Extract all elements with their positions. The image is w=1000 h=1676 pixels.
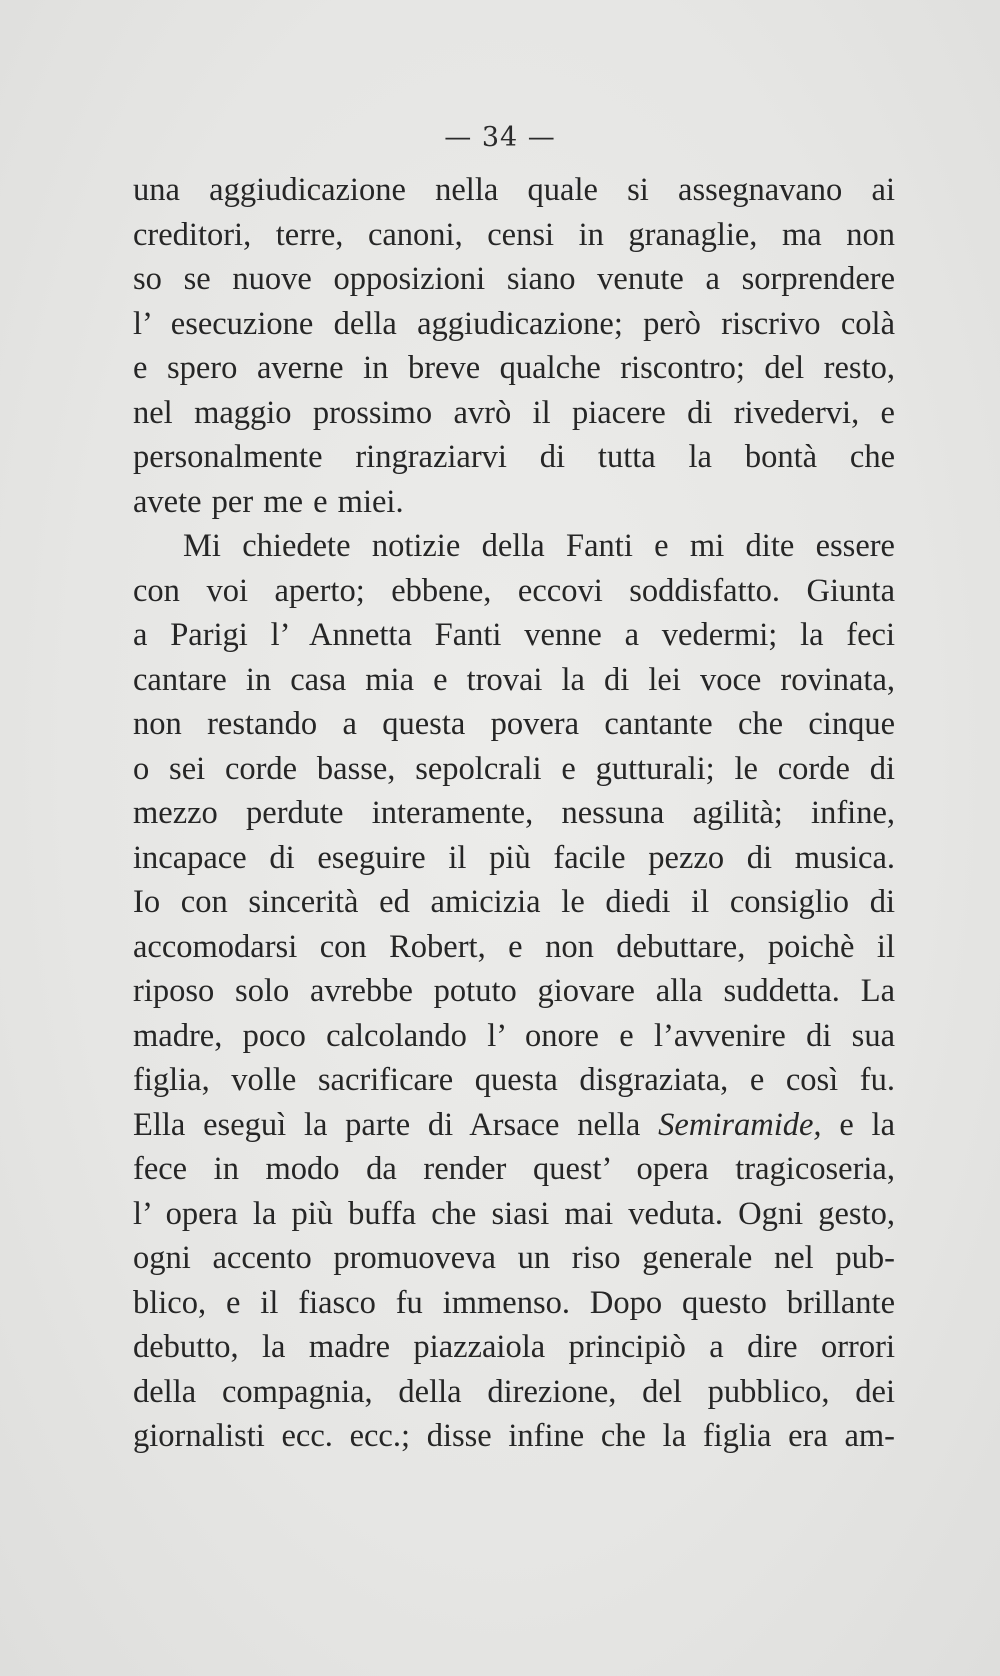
line-head: Ella eseguì la parte di Arsace nella [133,1106,641,1143]
text-line: debutto, la madre piazzaiola principiò a dire orrori [133,1329,895,1365]
text-line: a Parigi l’ Annetta Fanti venne a vedermi; la feci [133,617,895,653]
text-line: personalmente ringraziarvi di tutta la bontà che [133,439,895,475]
text-line: o sei corde basse, sepolcrali e gutturali; le corde di [133,750,895,787]
text-line-with-italic [133,1103,895,1148]
text-line: avete per me e miei. [133,483,404,520]
body-text [133,168,895,1459]
text-line: figlia, volle sacrificare questa disgraziata, e così fu. [133,1062,895,1098]
text-line: una aggiudicazione nella quale si assegnavano ai [133,172,895,208]
line-tail: e la [839,1106,896,1143]
text-line: non restando a questa povera cantante che cinque [133,706,895,742]
italic-opera-title: Semiramide, [658,1106,822,1143]
page-number: — 34 — [444,122,556,153]
text-line: e spero averne in breve qualche riscontro; del resto, [133,350,895,386]
text-line: l’ esecuzione della aggiudicazione; però riscrivo colà [133,305,895,342]
text-line: incapace di eseguire il più facile pezzo di musica. [133,839,895,876]
text-line: nel maggio prossimo avrò il piacere di rivedervi, e [133,394,895,431]
text-line: della compagnia, della direzione, del pubblico, dei [133,1373,895,1410]
text-line: mezzo perdute interamente, nessuna agilità; infine, [133,795,895,831]
text-line: giornalisti ecc. ecc.; disse infine che la figlia era am- [133,1418,895,1454]
text-line: con voi aperto; ebbene, eccovi soddisfatto. Giunta [133,572,895,609]
text-line: creditori, terre, canoni, censi in granaglie, ma non [133,216,895,253]
text-line: so se nuove opposizioni siano venute a sorprendere [133,261,895,297]
text-line: cantare in casa mia e trovai la di lei voce rovinata, [133,661,895,698]
text-line: blico, e il fiasco fu immenso. Dopo questo brillante [133,1284,895,1321]
text-line: accomodarsi con Robert, e non debuttare, poichè il [133,928,895,965]
text-line: l’ opera la più buffa che siasi mai veduta. Ogni gesto, [133,1195,895,1232]
paragraph-start-line: Mi chiedete notizie della Fanti e mi dite essere [183,528,895,564]
text-line: madre, poco calcolando l’ onore e l’avvenire di sua [133,1017,895,1054]
text-line: riposo solo avrebbe potuto giovare alla suddetta. La [133,973,895,1009]
text-line: ogni accento promuoveva un riso generale nel pub- [133,1240,895,1276]
text-line: Io con sincerità ed amicizia le diedi il consiglio di [133,884,895,920]
text-line: fece in modo da render quest’ opera tragicoseria, [133,1151,895,1187]
